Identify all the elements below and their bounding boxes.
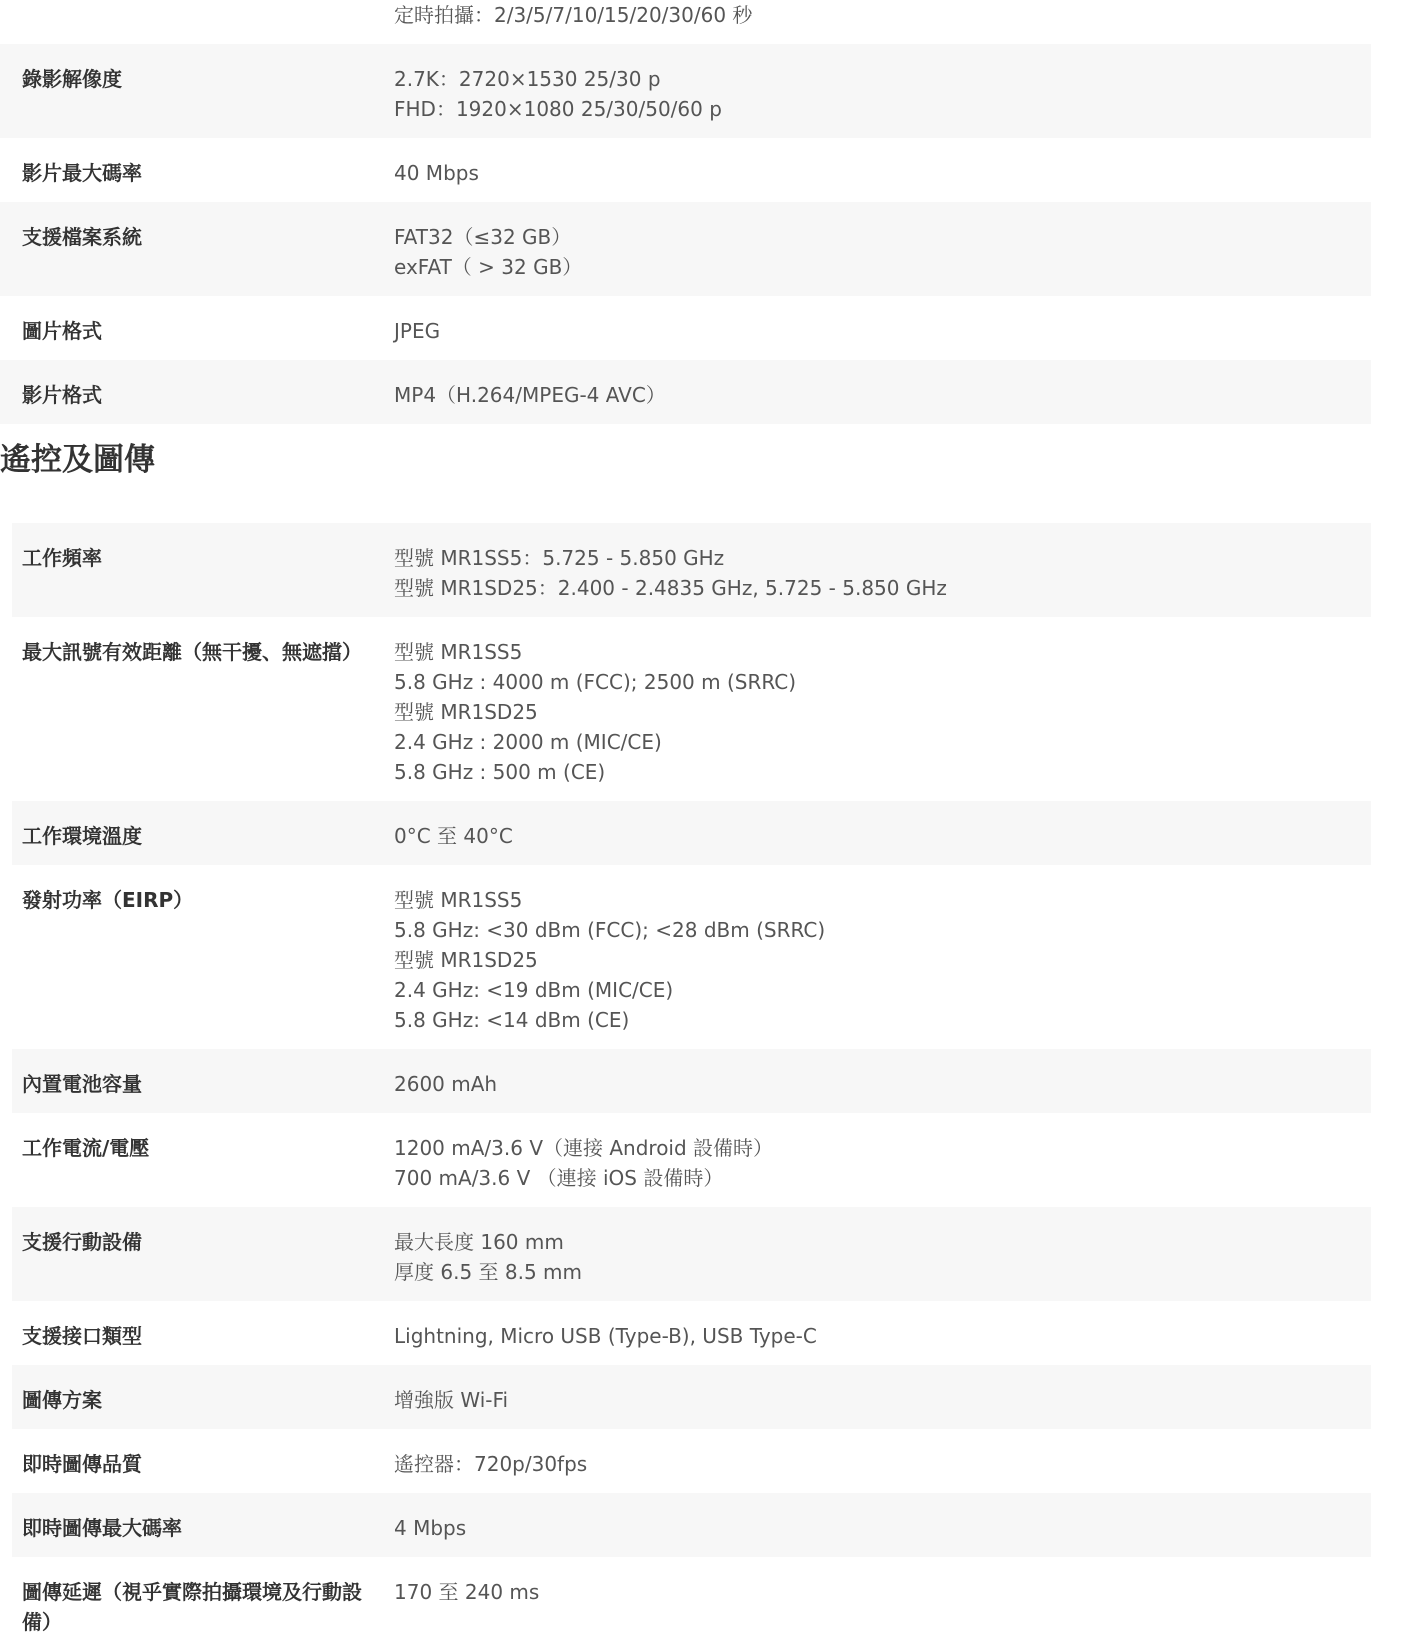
spec-value-line: 厚度 6.5 至 8.5 mm bbox=[394, 1260, 583, 1284]
spec-label: 最大訊號有效距離（無干擾、無遮擋） bbox=[22, 640, 362, 664]
spec-value-line: 700 mA/3.6 V （連接 iOS 設備時） bbox=[394, 1166, 724, 1190]
spec-label: 發射功率（EIRP） bbox=[22, 888, 194, 912]
spec-value-line: 遙控器：720p/30fps bbox=[394, 1452, 588, 1476]
spec-row bbox=[12, 1301, 1371, 1365]
spec-value bbox=[394, 1069, 1371, 1099]
spec-value-line: 170 至 240 ms bbox=[394, 1580, 540, 1604]
spec-row bbox=[0, 360, 1371, 424]
spec-row bbox=[12, 1557, 1371, 1651]
spec-value-line: 2.7K：2720×1530 25/30 p bbox=[394, 67, 661, 91]
spec-value-line: 4 Mbps bbox=[394, 1516, 467, 1540]
spec-label bbox=[0, 0, 394, 30]
spec-row bbox=[0, 138, 1371, 202]
spec-value-line: 型號 MR1SD25：2.400 - 2.4835 GHz, 5.725 - 5.850 GHz bbox=[394, 576, 947, 600]
spec-value-line: JPEG bbox=[394, 319, 441, 343]
camera-spec-table bbox=[0, 0, 1371, 424]
spec-value-line: 型號 MR1SS5 bbox=[394, 888, 523, 912]
spec-value bbox=[394, 64, 1371, 124]
spec-row bbox=[0, 0, 1371, 44]
spec-row bbox=[12, 1113, 1371, 1207]
spec-value-line: 0°C 至 40°C bbox=[394, 824, 513, 848]
section-title: 遙控及圖傳 bbox=[0, 442, 155, 478]
spec-value bbox=[394, 1385, 1371, 1415]
spec-value-line: 2600 mAh bbox=[394, 1072, 498, 1096]
spec-value-line: 1200 mA/3.6 V（連接 Android 設備時） bbox=[394, 1136, 774, 1160]
spec-value-line: 最大長度 160 mm bbox=[394, 1230, 564, 1254]
spec-row bbox=[12, 1049, 1371, 1113]
spec-value bbox=[394, 0, 1371, 30]
spec-row bbox=[12, 1429, 1371, 1493]
spec-value-line: 5.8 GHz : 500 m (CE) bbox=[394, 760, 606, 784]
spec-value bbox=[394, 821, 1371, 851]
spec-value bbox=[394, 1321, 1371, 1351]
remote-spec-table bbox=[12, 523, 1371, 1651]
spec-value-line: 增強版 Wi-Fi bbox=[394, 1388, 509, 1412]
spec-value-line: 型號 MR1SS5：5.725 - 5.850 GHz bbox=[394, 546, 725, 570]
spec-row bbox=[12, 1365, 1371, 1429]
spec-value-line: 5.8 GHz: <14 dBm (CE) bbox=[394, 1008, 630, 1032]
spec-row bbox=[0, 44, 1371, 138]
spec-row bbox=[12, 801, 1371, 865]
spec-value bbox=[394, 1227, 1371, 1287]
spec-value bbox=[394, 380, 1371, 410]
spec-value bbox=[394, 1133, 1371, 1193]
spec-label: 支援行動設備 bbox=[22, 1230, 142, 1254]
spec-row bbox=[12, 617, 1371, 801]
spec-value-line: 定時拍攝：2/3/5/7/10/15/20/30/60 秒 bbox=[394, 3, 753, 27]
spec-value-line: 型號 MR1SS5 bbox=[394, 640, 523, 664]
spec-label: 圖傳延遲（視乎實際拍攝環境及行動設備） bbox=[22, 1580, 362, 1634]
spec-label: 工作環境溫度 bbox=[22, 824, 142, 848]
spec-value-line: FHD：1920×1080 25/30/50/60 p bbox=[394, 97, 722, 121]
spec-label: 支援接口類型 bbox=[22, 1324, 142, 1348]
spec-label: 支援檔案系統 bbox=[22, 225, 142, 249]
spec-value-line: FAT32（≤32 GB） bbox=[394, 225, 572, 249]
spec-row bbox=[12, 1207, 1371, 1301]
spec-label: 錄影解像度 bbox=[22, 67, 122, 91]
spec-value-line: 2.4 GHz: <19 dBm (MIC/CE) bbox=[394, 978, 674, 1002]
spec-label: 圖片格式 bbox=[22, 319, 102, 343]
spec-value-line: Lightning, Micro USB (Type-B), USB Type-C bbox=[394, 1324, 817, 1348]
spec-label: 工作電流/電壓 bbox=[22, 1136, 150, 1160]
spec-value bbox=[394, 637, 1371, 787]
spec-value bbox=[394, 158, 1371, 188]
spec-value bbox=[394, 222, 1371, 282]
spec-row bbox=[12, 865, 1371, 1049]
spec-value-line: 40 Mbps bbox=[394, 161, 479, 185]
spec-label: 內置電池容量 bbox=[22, 1072, 142, 1096]
spec-value-line: 2.4 GHz : 2000 m (MIC/CE) bbox=[394, 730, 662, 754]
spec-label: 即時圖傳品質 bbox=[22, 1452, 142, 1476]
spec-label: 影片格式 bbox=[22, 383, 102, 407]
spec-row bbox=[0, 202, 1371, 296]
spec-row bbox=[0, 296, 1371, 360]
spec-value bbox=[394, 1513, 1371, 1543]
spec-value bbox=[394, 1577, 1371, 1637]
spec-label: 影片最大碼率 bbox=[22, 161, 142, 185]
spec-value-line: 型號 MR1SD25 bbox=[394, 948, 538, 972]
spec-value-line: exFAT（ > 32 GB） bbox=[394, 255, 583, 279]
spec-value bbox=[394, 1449, 1371, 1479]
spec-label: 即時圖傳最大碼率 bbox=[22, 1516, 182, 1540]
spec-value-line: 5.8 GHz : 4000 m (FCC); 2500 m (SRRC) bbox=[394, 670, 797, 694]
spec-value-line: MP4（H.264/MPEG-4 AVC） bbox=[394, 383, 666, 407]
spec-value bbox=[394, 543, 1371, 603]
spec-value-line: 型號 MR1SD25 bbox=[394, 700, 538, 724]
spec-row bbox=[12, 1493, 1371, 1557]
spec-value bbox=[394, 316, 1371, 346]
spec-row bbox=[12, 523, 1371, 617]
spec-label: 工作頻率 bbox=[22, 546, 102, 570]
spec-value-line: 5.8 GHz: <30 dBm (FCC); <28 dBm (SRRC) bbox=[394, 918, 826, 942]
spec-label: 圖傳方案 bbox=[22, 1388, 102, 1412]
spec-value bbox=[394, 885, 1371, 1035]
